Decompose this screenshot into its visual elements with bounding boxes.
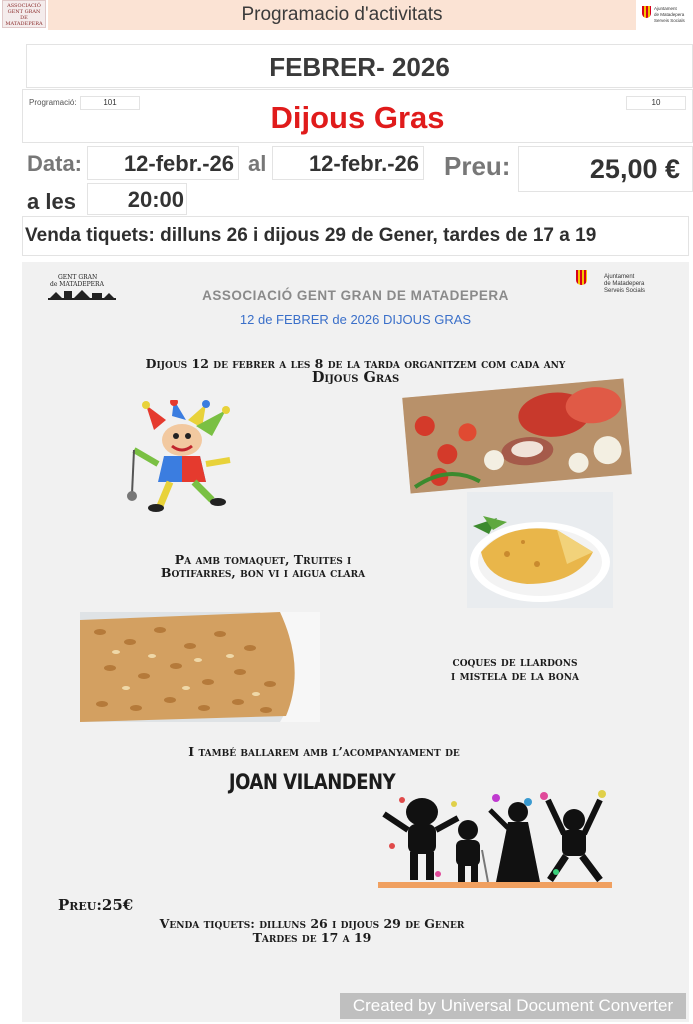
ajuntament-poster-line3: Serveis Socials — [604, 288, 646, 294]
dessert-line-2: i mistela de la bona — [451, 668, 579, 683]
logo-line: DE — [20, 15, 28, 21]
poster-ticket-line-2: Tardes de 17 a 19 — [252, 930, 372, 945]
capacity-field: 10 — [626, 96, 686, 110]
to-label: al — [248, 151, 267, 176]
time-label: a les — [27, 189, 76, 214]
ajuntament-line1: Ajuntament — [654, 6, 677, 11]
coca-photo — [80, 612, 320, 722]
programacio-label: Programació: — [29, 98, 77, 107]
logo-line: GENT GRAN — [7, 9, 41, 15]
dessert-line-1: coques de llardons — [452, 654, 578, 669]
event-name: Dijous Gras — [311, 369, 400, 386]
coat-of-arms-icon — [642, 6, 651, 18]
month-heading: FEBRER- 2026 — [26, 44, 693, 88]
price-value: 25,00 € — [518, 146, 693, 192]
date-from: 12-febr.-26 — [87, 146, 239, 180]
event-date-subtitle: 12 de FEBRER de 2026 DIJOUS GRAS — [239, 312, 472, 327]
association-heading: ASSOCIACIÓ GENT GRAN DE MATADEPERA — [202, 288, 509, 303]
menu-line-2: Botifarres, bon vi i aigua clara — [160, 565, 366, 580]
event-title-box — [22, 89, 693, 143]
sausages-photo — [402, 379, 632, 494]
ajuntament-poster-line2: de Matadepera — [604, 281, 645, 287]
poster-ticket-line-1: Venda tiquets: dilluns 26 i dijous 29 de Gener — [159, 916, 465, 931]
ajuntament-line3: Serveis Socials — [654, 18, 685, 23]
menu-line-1: Pa amb tomaquet, Truites i — [174, 552, 352, 567]
ajuntament-logo — [640, 2, 690, 28]
gent-gran-poster-logo-line1: GENT GRAN — [58, 274, 98, 281]
logo-line: MATADEPERA — [5, 21, 43, 27]
musician-name: JOAN VILANDENY — [228, 769, 396, 796]
event-poster — [22, 262, 689, 1022]
gent-gran-poster-logo-line2: de MATADEPERA — [50, 281, 104, 288]
time-value: 20:00 — [87, 183, 187, 215]
gent-gran-logo — [2, 0, 46, 28]
poster-price: Preu:25€ — [58, 896, 134, 914]
omelette-photo — [467, 492, 613, 608]
coat-of-arms-icon — [576, 270, 587, 285]
ajuntament-poster-line1: Ajuntament — [604, 274, 635, 280]
gent-gran-logo-text — [3, 1, 45, 27]
event-title: Dijous Gras — [270, 100, 445, 135]
jester-illustration — [126, 400, 242, 514]
date-label: Data: — [27, 151, 83, 176]
logo-line: ASSOCIACIÓ — [7, 3, 41, 9]
header-title: Programacio d'activitats — [48, 0, 636, 30]
dancers-illustration — [378, 790, 612, 892]
dance-intro: I també ballarem amb l’acompanyament de — [188, 744, 460, 759]
converter-watermark: Created by Universal Document Converter — [340, 993, 686, 1019]
ticket-sales-info: Venda tiquets: dilluns 26 i dijous 29 de Gener, tardes de 17 a 19 — [22, 216, 689, 256]
date-to: 12-febr.-26 — [272, 146, 424, 180]
programacio-number: 101 — [80, 96, 140, 110]
price-label: Preu: — [444, 151, 511, 181]
intro-text: Dijous 12 de febrer a les 8 de la tarda organitzem com cada any — [145, 356, 566, 371]
ajuntament-line2: de Matadepera — [654, 12, 685, 17]
